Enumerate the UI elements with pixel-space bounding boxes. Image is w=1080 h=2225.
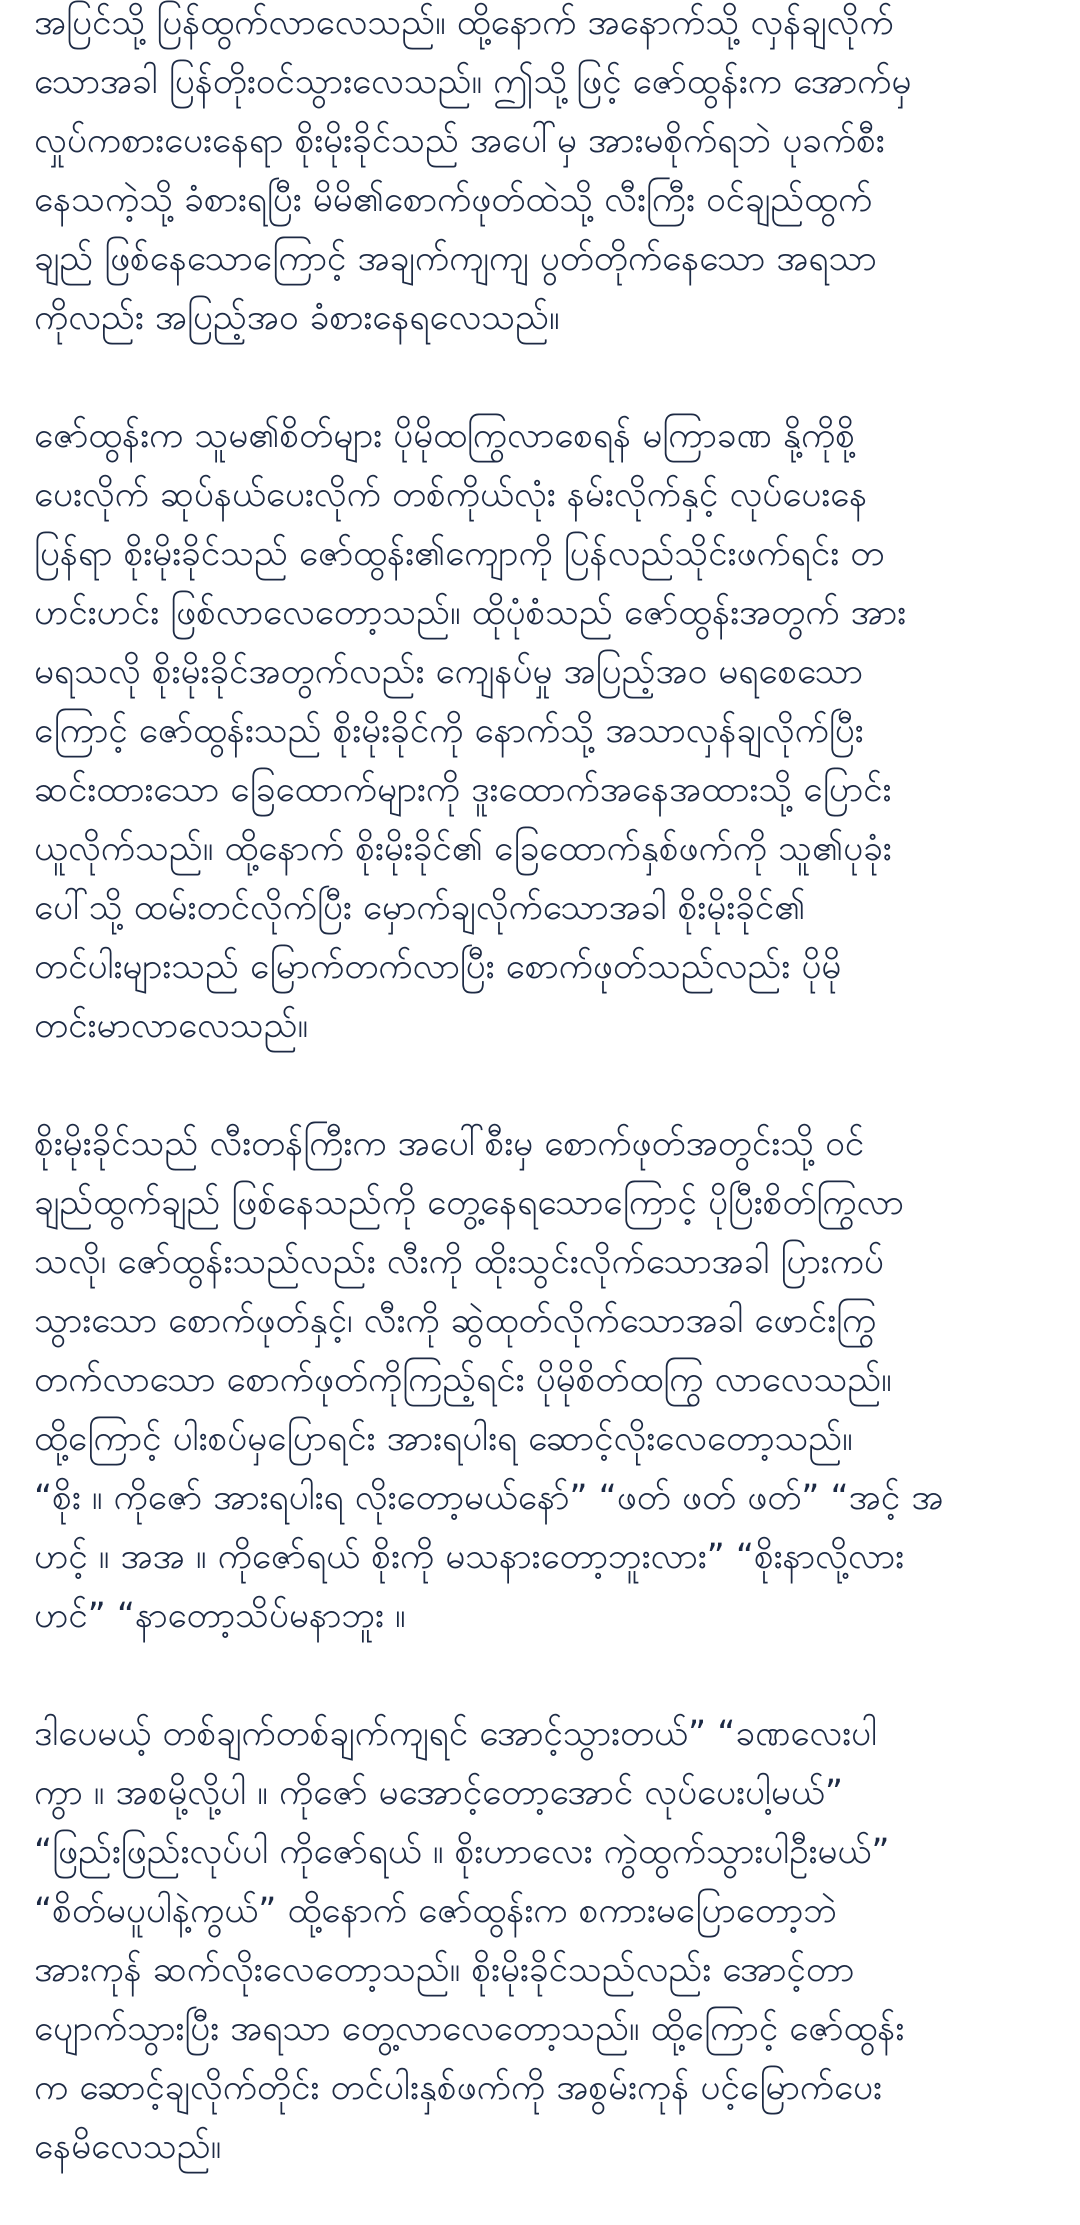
text-line: အပြင်သို့ ပြန်ထွက်လာလေသည်။ ထို့နောက် အနောက်သို့ လှန်ချလိုက် — [34, 3, 894, 43]
text-line: လှုပ်ကစားပေးနေရာ စိုးမိုးခိုင်သည် အပေါ်မှ အားမစိုက်ရဘဲ ပုခက်စီး — [34, 121, 885, 161]
text-line: စိုးမိုးခိုင်သည် လီးတန်ကြီးက အပေါ်စီးမှ စောက်ဖုတ်အတွင်းသို့ ဝင် — [34, 1124, 865, 1164]
text-line: “စိုး ။ ကိုဇော် အားရပါးရ လိုးတော့မယ်နော်” “ဖတ် ဖတ် ဖတ်” “အင့် အ — [34, 1478, 944, 1518]
text-line: နေသကဲ့သို့ ခံစားရပြီး မိမိ၏စောက်ဖုတ်ထဲသို့ လီးကြီး ဝင်ချည်ထွက် — [34, 180, 873, 220]
text-line: က ဆောင့်ချလိုက်တိုင်း တင်ပါးနှစ်ဖက်ကို အစွမ်းကုန် ပင့်မြောက်ပေး — [34, 2068, 882, 2108]
text-line: အားကုန် ဆက်လိုးလေတော့သည်။ စိုးမိုးခိုင်သည်လည်း အောင့်တာ — [34, 1950, 855, 1990]
text-line: ချည် ဖြစ်နေသောကြောင့် အချက်ကျကျ ပွတ်တိုက်နေသော အရသာ — [34, 239, 877, 279]
text-line: “ဖြည်းဖြည်းလုပ်ပါ ကိုဇော်ရယ် ။ စိုးဟာလေး ကွဲထွက်သွားပါဦးမယ်” — [34, 1832, 890, 1872]
text-line: ကြောင့် ဇော်ထွန်းသည် စိုးမိုးခိုင်ကို နောက်သို့ အသာလှန်ချလိုက်ပြီး — [34, 711, 864, 751]
text-line: နေမိလေသည်။ — [34, 2127, 222, 2167]
text-line: ဆင်းထားသော ခြေထောက်များကို ဒူးထောက်အနေအထားသို့ ပြောင်း — [34, 770, 892, 810]
paragraph-3 — [34, 1115, 1046, 1646]
text-line: “စိတ်မပူပါနဲ့ကွယ်” ထို့နောက် ဇော်ထွန်းက စကားမပြောတော့ဘဲ — [34, 1891, 837, 1931]
text-line: ဒါပေမယ့် တစ်ချက်တစ်ချက်ကျရင် အောင့်သွားတယ်” “ခဏလေးပါ — [34, 1714, 878, 1754]
paragraph-1 — [34, 0, 1046, 348]
text-line: ပြန်ရာ စိုးမိုးခိုင်သည် ဇော်ထွန်း၏ကျောကို ပြန်လည်သိုင်းဖက်ရင်း တ — [34, 534, 885, 574]
text-line: မရသလို စိုးမိုးခိုင်အတွက်လည်း ကျေနပ်မှု အပြည့်အဝ မရစေသော — [34, 652, 863, 692]
text-line: သွားသော စောက်ဖုတ်နှင့်၊ လီးကို ဆွဲထုတ်လိုက်သောအခါ ဖောင်းကြွ — [34, 1301, 877, 1341]
text-line: ဟင့် ။ အအ ။ ကိုဇော်ရယ် စိုးကို မသနားတော့ဘူးလား” “စိုးနာလို့လား — [34, 1537, 904, 1577]
text-line: ကိုလည်း အပြည့်အဝ ခံစားနေရလေသည်။ — [34, 298, 560, 338]
text-line: ဇော်ထွန်းက သူမ၏စိတ်များ ပိုမိုထကြွလာစေရန် မကြာခဏ နို့ကိုစို့ — [34, 416, 855, 456]
text-line: ယူလိုက်သည်။ ထို့နောက် စိုးမိုးခိုင်၏ ခြေထောက်နှစ်ဖက်ကို သူ၏ပုခုံး — [34, 829, 892, 869]
paragraph-2 — [34, 407, 1046, 1056]
text-line: သောအခါ ပြန်တိုးဝင်သွားလေသည်။ ဤသို့ဖြင့် ဇော်ထွန်းက အောက်မှ — [34, 62, 912, 102]
text-line: တင်ပါးများသည် မြောက်တက်လာပြီး စောက်ဖုတ်သည်လည်း ပိုမို — [34, 947, 842, 987]
text-line: သလို၊ ဇော်ထွန်းသည်လည်း လီးကို ထိုးသွင်းလိုက်သောအခါ ပြားကပ် — [34, 1242, 884, 1282]
paragraph-4 — [34, 1705, 1046, 2177]
text-line: ထို့ကြောင့် ပါးစပ်မှပြောရင်း အားရပါးရ ဆောင့်လိုးလေတော့သည်။ — [34, 1419, 853, 1459]
text-line: ဟင်းဟင်း ဖြစ်လာလေတော့သည်။ ထိုပုံစံသည် ဇော်ထွန်းအတွက် အား — [34, 593, 906, 633]
text-line: ပျောက်သွားပြီး အရသာ တွေ့လာလေတော့သည်။ ထို့ကြောင့် ဇော်ထွန်း — [34, 2009, 905, 2049]
text-line: ပေးလိုက် ဆုပ်နယ်ပေးလိုက် တစ်ကိုယ်လုံး နမ်းလိုက်နှင့် လုပ်ပေးနေ — [34, 475, 868, 515]
text-line: ဟင်” “နာတော့သိပ်မနာဘူး ။ — [34, 1596, 406, 1636]
text-line: ကွာ ။ အစမို့လို့ပါ ။ ကိုဇော် မအောင့်တော့အောင် လုပ်ပေးပါ့မယ်” — [34, 1773, 844, 1813]
text-line: တက်လာသော စောက်ဖုတ်ကိုကြည့်ရင်း ပိုမိုစိတ်ထကြွ လာလေသည်။ — [34, 1360, 892, 1400]
text-line: ချည်ထွက်ချည် ဖြစ်နေသည်ကို တွေ့နေရသောကြောင့် ပိုပြီးစိတ်ကြွလာ — [34, 1183, 904, 1223]
text-line: တင်းမာလာလေသည်။ — [34, 1006, 309, 1046]
text-line: ပေါ်သို့ ထမ်းတင်လိုက်ပြီး မှောက်ချလိုက်သောအခါ စိုးမိုးခိုင်၏ — [34, 888, 806, 928]
